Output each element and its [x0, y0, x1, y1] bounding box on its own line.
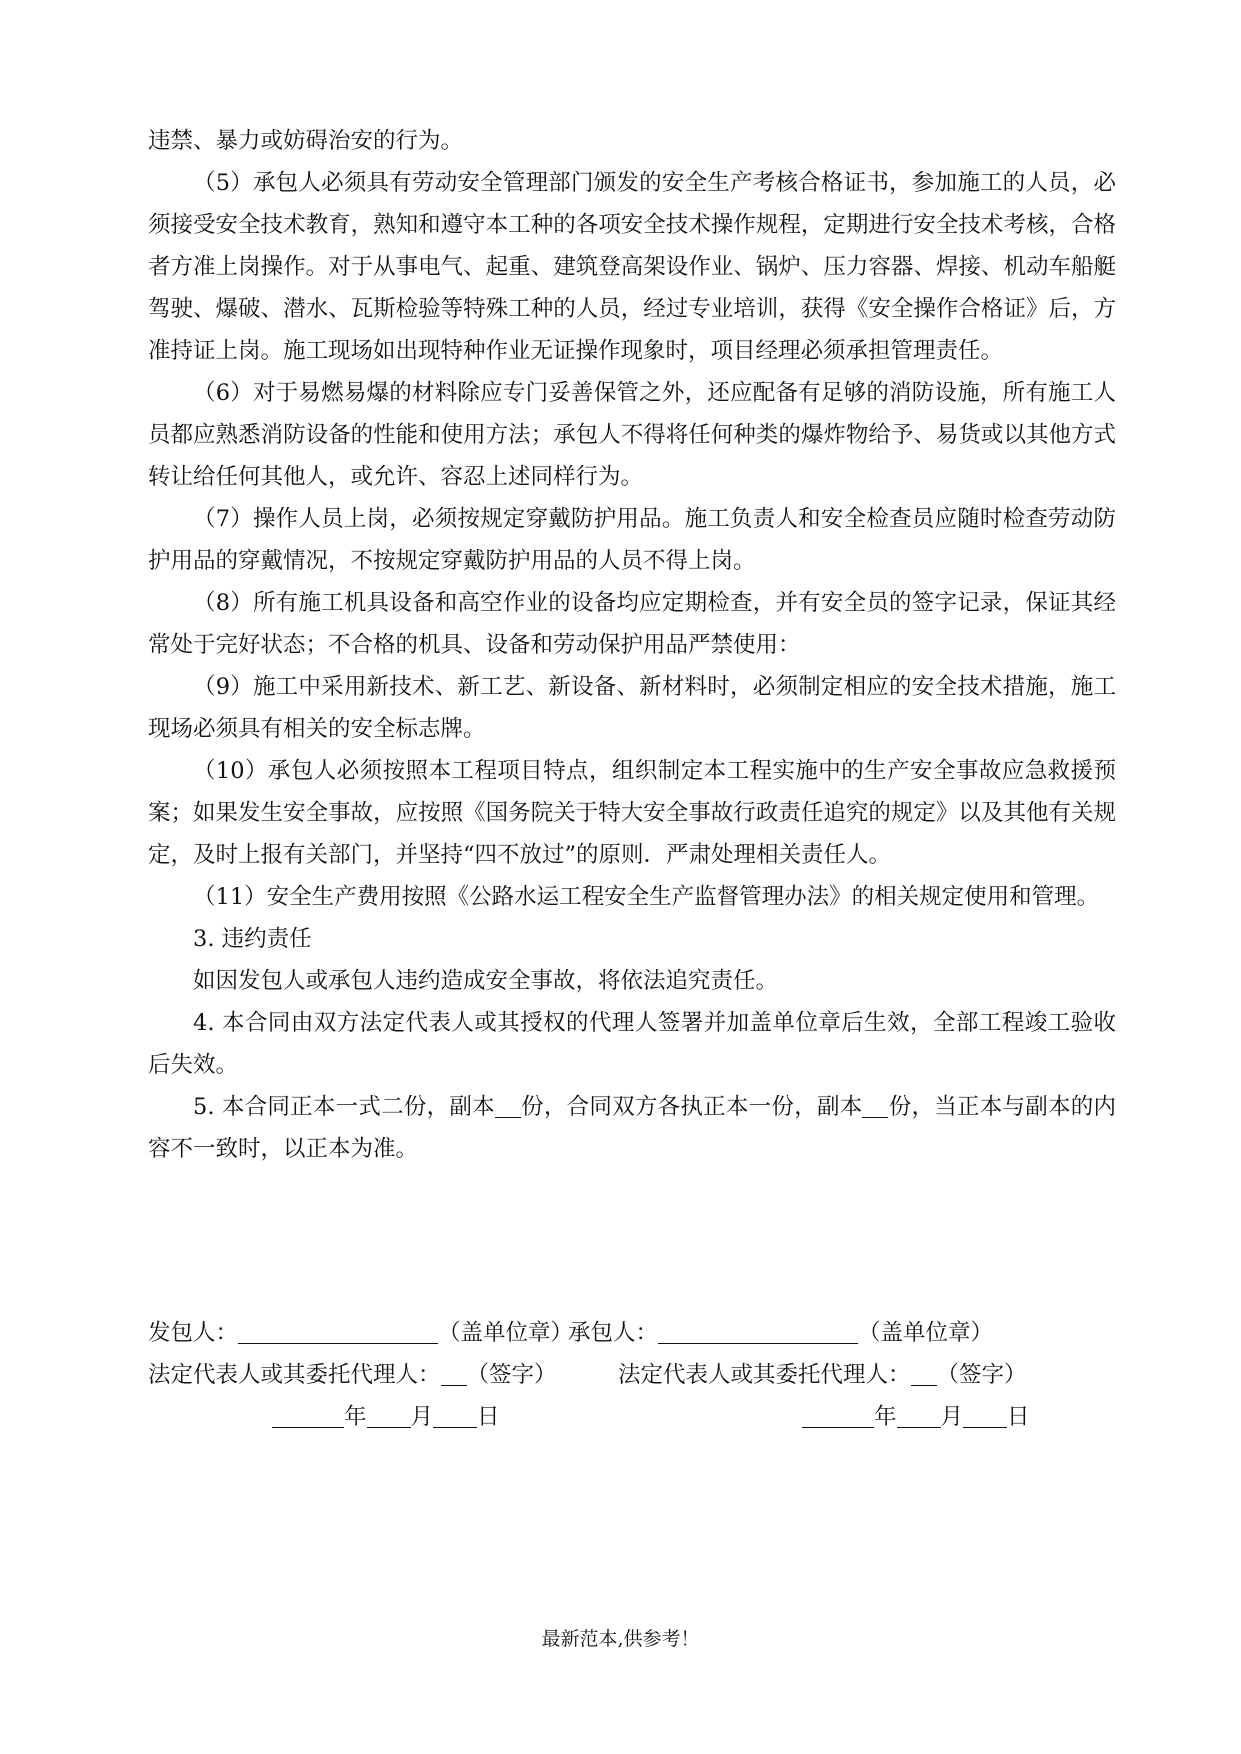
employer-representative	[148, 1354, 557, 1396]
copies-text-3: 份，当正本与副本的内容不一致时，以正本为准。	[148, 1094, 1116, 1162]
contractor-rep-blank[interactable]	[911, 1357, 937, 1386]
section-heading-breach: 3. 违约责任	[193, 926, 312, 952]
employer-seal-note: （盖单位章）	[438, 1320, 574, 1346]
page-footer: 最新范本,供参考！	[541, 1628, 700, 1650]
paragraph-clause-8: （8）所有施工机具设备和高空作业的设备均应定期检查，并有安全员的签字记录，保证其经常处于完好状态；不合格的机具、设备和劳动保护用品严禁使用：	[148, 590, 1116, 658]
paragraph-clause-5: （5）承包人必须具有劳动安全管理部门颁发的安全生产考核合格证书，参加施工的人员，必须接受安全技术教育，熟知和遵守本工种的各项安全技术操作规程，定期进行安全技术考核，合格者方准上岗操作。对于从事电气、起重、建筑登高架设作业、锅炉、压力容器、焊接、机动车船艇驾驶、爆破、潜水、瓦斯检验等特殊工种的人员，经过专业培训，获得《安全操作合格证》后，方准持证上岗。施工现场如出现特种作业无证操作现象时，项目经理必须承担管理责任。	[148, 170, 1116, 364]
employer-blank[interactable]	[238, 1315, 438, 1344]
paragraph-clause-7: （7）操作人员上岗，必须按规定穿戴防护用品。施工负责人和安全检查员应随时检查劳动防护用品的穿戴情况，不按规定穿戴防护用品的人员不得上岗。	[148, 506, 1116, 574]
contractor-blank[interactable]	[658, 1315, 858, 1344]
paragraph-copies	[148, 1086, 1116, 1170]
employer-rep-blank[interactable]	[441, 1357, 467, 1386]
employer-month-blank[interactable]	[367, 1399, 411, 1428]
copies-blank-1[interactable]	[495, 1089, 521, 1118]
paragraph-effectiveness: 4. 本合同由双方法定代表人或其授权的代理人签署并加盖单位章后生效，全部工程竣工验收后失效。	[148, 1010, 1116, 1078]
employer-day-blank[interactable]	[433, 1399, 477, 1428]
signature-row-representatives	[148, 1354, 1116, 1396]
paragraph-clause-10: （10）承包人必须按照本工程项目特点，组织制定本工程实施中的生产安全事故应急救援预案；如果发生安全事故，应按照《国务院关于特大安全事故行政责任追究的规定》以及其他有关规定，及时上报有关部门，并坚持“四不放过”的原则．严肃处理相关责任人。	[148, 758, 1116, 868]
copies-text-2: 份，合同双方各执正本一份，副本	[520, 1094, 863, 1120]
contractor-rep-label: 法定代表人或其委托代理人：	[618, 1362, 911, 1388]
paragraph-0: 违禁、暴力或妨碍治安的行为。	[148, 128, 464, 154]
paragraph-breach-liability: 如因发包人或承包人违约造成安全事故，将依法追究责任。	[193, 968, 779, 994]
paragraph-clause-11: （11）安全生产费用按照《公路水运工程安全生产监督管理办法》的相关规定使用和管理。	[193, 884, 1100, 910]
contractor-day-label: 日	[1007, 1404, 1030, 1430]
copies-text-1: 5. 本合同正本一式二份，副本	[193, 1094, 495, 1120]
contractor-date	[802, 1396, 1030, 1438]
employer-day-label: 日	[477, 1404, 500, 1430]
contractor-month-blank[interactable]	[897, 1399, 941, 1428]
employer-date	[272, 1396, 500, 1438]
copies-blank-2[interactable]	[862, 1089, 888, 1118]
employer-month-label: 月	[410, 1404, 434, 1430]
contractor-month-label: 月	[940, 1404, 964, 1430]
signature-row-parties	[148, 1312, 1116, 1354]
employer-year-label: 年	[344, 1404, 367, 1430]
contractor-day-blank[interactable]	[963, 1399, 1007, 1428]
paragraph-clause-9: （9）施工中采用新技术、新工艺、新设备、新材料时，必须制定相应的安全技术措施，施工现场必须具有相关的安全标志牌。	[148, 674, 1116, 742]
contractor-seal-note: （盖单位章）	[858, 1320, 994, 1346]
employer-year-blank[interactable]	[272, 1399, 344, 1428]
contractor-signature	[568, 1312, 993, 1354]
signature-row-dates	[148, 1396, 1116, 1438]
employer-rep-label: 法定代表人或其委托代理人：	[148, 1362, 441, 1388]
contract-body	[148, 120, 1116, 1170]
signature-block	[148, 1312, 1116, 1438]
employer-sign-note: （签字）	[466, 1362, 557, 1388]
contractor-sign-note: （签字）	[936, 1362, 1027, 1388]
employer-label: 发包人：	[148, 1320, 239, 1346]
contractor-year-blank[interactable]	[802, 1399, 874, 1428]
contractor-label: 承包人：	[568, 1320, 659, 1346]
employer-signature	[148, 1312, 573, 1354]
contractor-year-label: 年	[874, 1404, 897, 1430]
contractor-representative	[618, 1354, 1027, 1396]
paragraph-clause-6: （6）对于易燃易爆的材料除应专门妥善保管之外，还应配备有足够的消防设施，所有施工人员都应熟悉消防设备的性能和使用方法；承包人不得将任何种类的爆炸物给予、易货或以其他方式转让给任何其他人，或允许、容忍上述同样行为。	[148, 380, 1116, 490]
